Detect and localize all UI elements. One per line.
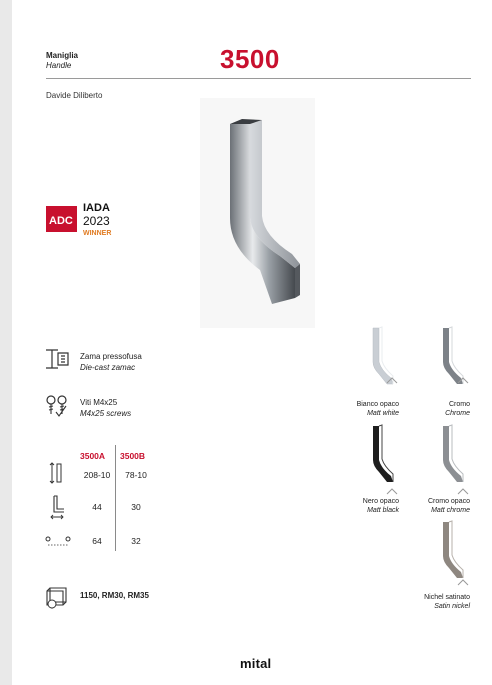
finish-label-en: Chrome xyxy=(445,410,470,417)
finish-label-en: Matt white xyxy=(367,410,399,417)
screws-icon xyxy=(44,394,70,418)
left-margin-band xyxy=(0,0,12,685)
finish-label-it: Nero opaco xyxy=(362,498,399,505)
award-year: 2023 xyxy=(83,214,110,228)
dim-height-b: 78-10 xyxy=(125,470,147,480)
feature-screws-en: M4x25 screws xyxy=(80,409,132,418)
interaxis-icon xyxy=(44,535,72,549)
height-icon xyxy=(48,461,64,485)
finish-label-it: Bianco opaco xyxy=(356,401,399,408)
chevron-up-icon[interactable] xyxy=(457,487,469,495)
product-type-it: Maniglia xyxy=(46,51,79,60)
dim-interaxis-a: 64 xyxy=(92,536,102,546)
feature-material-it: Zama pressofusa xyxy=(80,352,142,361)
packaging-codes: 1150, RM30, RM35 xyxy=(80,591,149,600)
finish-label-it: Cromo xyxy=(448,401,470,408)
handle-product-image xyxy=(200,98,315,328)
product-code: 3500 xyxy=(220,44,280,74)
dim-depth-b: 30 xyxy=(131,502,141,512)
adc-badge xyxy=(46,206,77,232)
dim-height-a: 208-10 xyxy=(83,470,111,480)
finish-swatch-matt-chrome xyxy=(439,424,467,484)
finish-label-it: Cromo opaco xyxy=(427,498,470,505)
chevron-up-icon[interactable] xyxy=(457,376,469,384)
finish-label-en: Satin nickel xyxy=(434,603,470,610)
chevron-up-icon[interactable] xyxy=(386,376,398,384)
die-cast-icon xyxy=(44,347,70,371)
dim-depth-a: 44 xyxy=(92,502,102,512)
finish-label-en: Matt chrome xyxy=(431,507,470,514)
dim-interaxis-b: 32 xyxy=(131,536,141,546)
designer-name: Davide Diliberto xyxy=(46,91,103,100)
award-label: WINNER xyxy=(83,230,112,237)
chevron-up-icon[interactable] xyxy=(457,578,469,586)
product-type-en: Handle xyxy=(46,61,72,70)
finish-swatch-matt-black xyxy=(369,424,397,484)
feature-screws-it: Viti M4x25 xyxy=(80,398,118,407)
column-header-b: 3500B xyxy=(120,451,146,461)
feature-material-en: Die-cast zamac xyxy=(80,363,136,372)
chevron-up-icon[interactable] xyxy=(386,487,398,495)
column-header-a: 3500A xyxy=(80,451,106,461)
finish-swatch-satin-nickel xyxy=(439,520,467,580)
header-divider xyxy=(46,78,471,79)
brand-logo: mital xyxy=(240,656,272,671)
finish-label-it: Nichel satinato xyxy=(424,594,470,601)
finish-label-en: Matt black xyxy=(367,507,399,514)
depth-icon xyxy=(48,494,66,520)
box-icon xyxy=(44,586,70,610)
adc-badge-text: ADC xyxy=(49,215,73,227)
award-title: IADA xyxy=(83,202,110,214)
